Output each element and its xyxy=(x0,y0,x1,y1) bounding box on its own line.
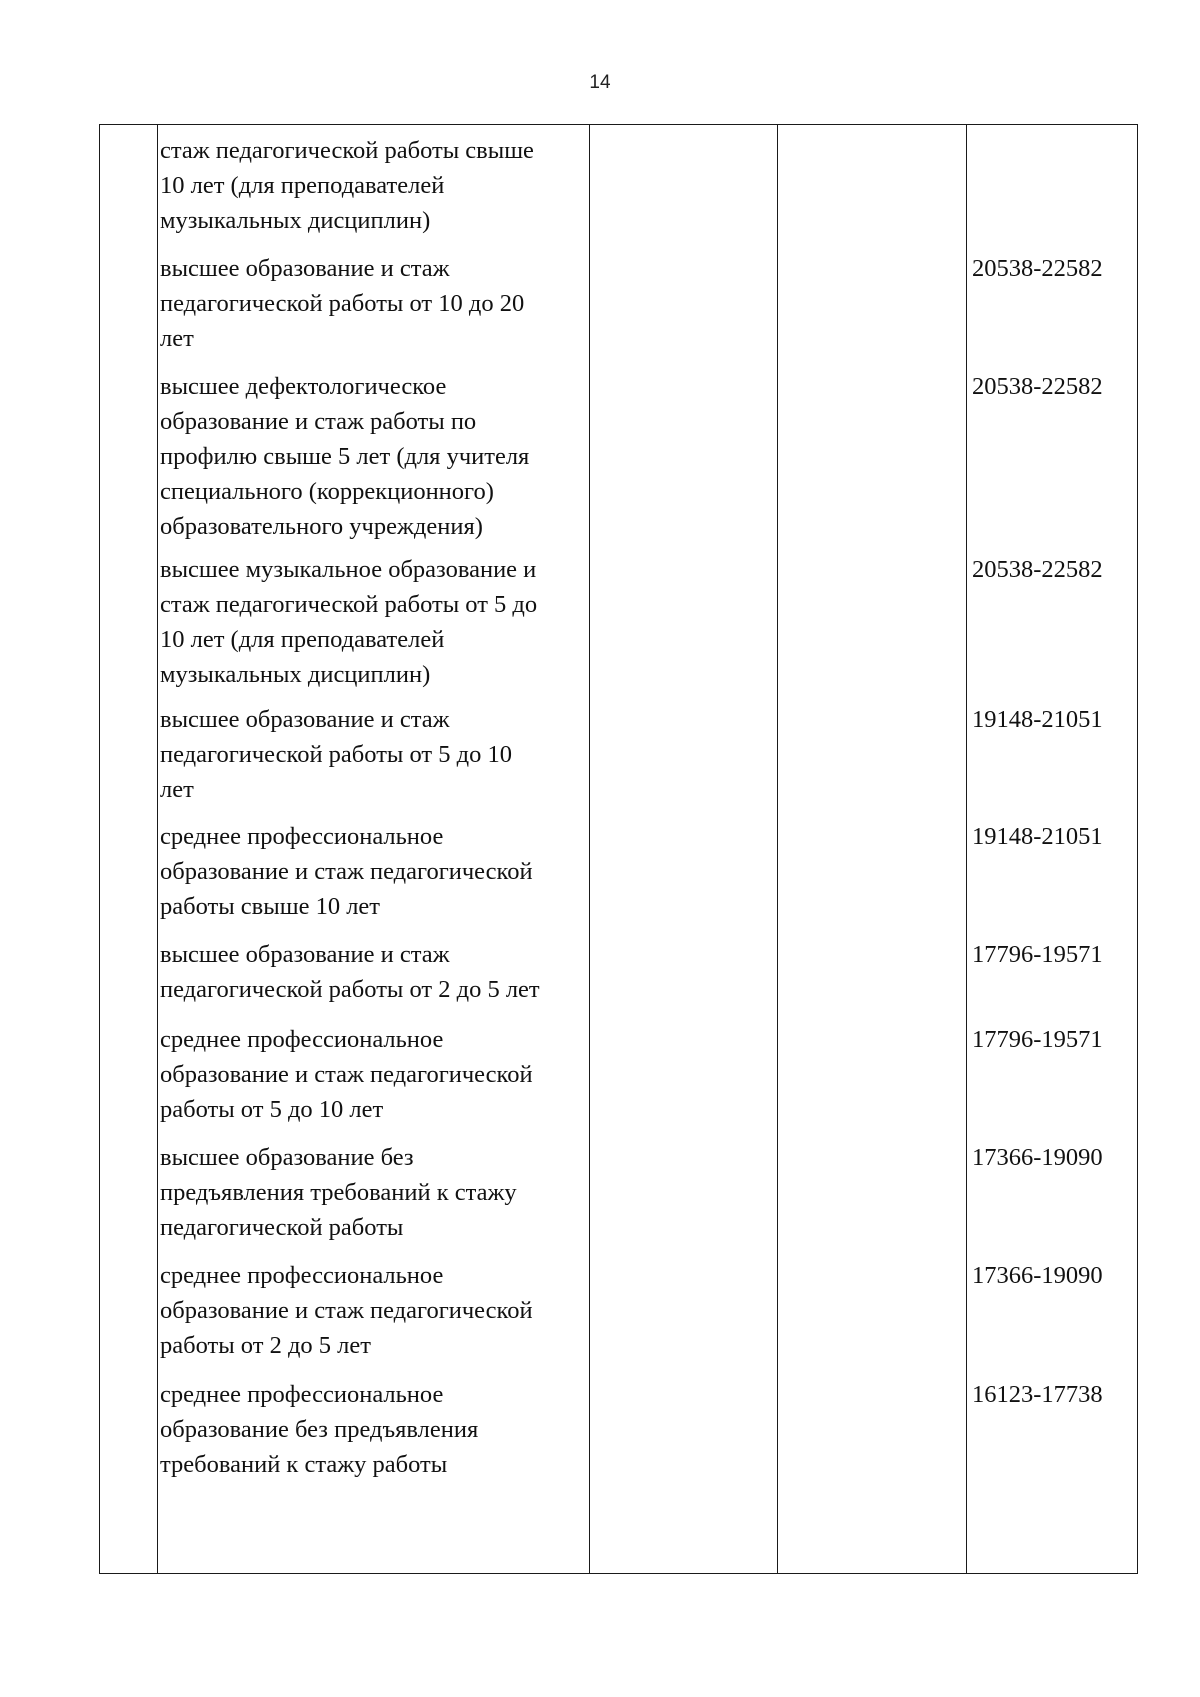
requirement-line: среднее профессиональное xyxy=(160,823,444,850)
requirement-line: работы от 2 до 5 лет xyxy=(160,1332,371,1359)
salary-range-cell: 16123-17738 xyxy=(972,1381,1103,1408)
salary-range-cell: 20538-22582 xyxy=(972,255,1103,282)
salary-range-cell: 17796-19571 xyxy=(972,1026,1103,1053)
requirement-line: профилю свыше 5 лет (для учителя xyxy=(160,443,530,470)
requirement-line: среднее профессиональное xyxy=(160,1381,444,1408)
requirement-cell xyxy=(160,1377,580,1482)
salary-range-cell: 20538-22582 xyxy=(972,556,1103,583)
column-divider xyxy=(777,125,778,1573)
column-divider xyxy=(589,125,590,1573)
requirement-line: высшее образование и стаж xyxy=(160,255,450,282)
salary-range-cell: 20538-22582 xyxy=(972,373,1103,400)
requirement-cell xyxy=(160,1258,580,1363)
requirement-line: педагогической работы xyxy=(160,1214,404,1241)
column-divider xyxy=(966,125,967,1573)
requirement-cell xyxy=(160,552,580,692)
requirement-line: работы свыше 10 лет xyxy=(160,893,381,920)
requirement-cell xyxy=(160,819,580,924)
column-divider xyxy=(157,125,158,1573)
requirement-line: образование и стаж педагогической xyxy=(160,1061,533,1088)
requirement-line: требований к стажу работы xyxy=(160,1451,448,1478)
requirement-line: педагогической работы от 2 до 5 лет xyxy=(160,976,540,1003)
requirement-line: лет xyxy=(160,325,194,352)
requirement-line: образование и стаж педагогической xyxy=(160,1297,533,1324)
requirement-cell xyxy=(160,937,580,1007)
requirement-cell xyxy=(160,251,580,356)
requirement-cell xyxy=(160,133,580,238)
requirement-line: музыкальных дисциплин) xyxy=(160,661,431,688)
requirement-cell xyxy=(160,1140,580,1245)
requirement-line: педагогической работы от 10 до 20 xyxy=(160,290,525,317)
requirement-line: предъявления требований к стажу xyxy=(160,1179,517,1206)
salary-range-cell: 17366-19090 xyxy=(972,1144,1103,1171)
requirement-line: образовательного учреждения) xyxy=(160,513,483,540)
requirement-line: 10 лет (для преподавателей xyxy=(160,626,445,653)
requirement-line: стаж педагогической работы свыше xyxy=(160,137,534,164)
requirement-line: образование без предъявления xyxy=(160,1416,479,1443)
requirement-line: высшее образование и стаж xyxy=(160,706,450,733)
requirement-cell xyxy=(160,702,580,807)
requirement-line: специального (коррекционного) xyxy=(160,478,494,505)
requirement-line: высшее музыкальное образование и xyxy=(160,556,537,583)
requirement-line: образование и стаж педагогической xyxy=(160,858,533,885)
salary-range-cell: 19148-21051 xyxy=(972,823,1103,850)
salary-table xyxy=(99,124,1138,1574)
requirement-line: образование и стаж работы по xyxy=(160,408,477,435)
requirement-line: высшее образование и стаж xyxy=(160,941,450,968)
requirement-line: стаж педагогической работы от 5 до xyxy=(160,591,538,618)
requirement-line: высшее образование без xyxy=(160,1144,414,1171)
page-number: 14 xyxy=(589,72,611,93)
salary-range-cell: 19148-21051 xyxy=(972,706,1103,733)
requirement-line: лет xyxy=(160,776,194,803)
requirement-line: 10 лет (для преподавателей xyxy=(160,172,445,199)
requirement-line: высшее дефектологическое xyxy=(160,373,447,400)
requirement-line: музыкальных дисциплин) xyxy=(160,207,431,234)
requirement-line: среднее профессиональное xyxy=(160,1262,444,1289)
salary-range-cell: 17796-19571 xyxy=(972,941,1103,968)
salary-range-cell: 17366-19090 xyxy=(972,1262,1103,1289)
requirement-cell xyxy=(160,1022,580,1127)
requirement-line: среднее профессиональное xyxy=(160,1026,444,1053)
requirement-cell xyxy=(160,369,580,544)
requirement-line: педагогической работы от 5 до 10 xyxy=(160,741,512,768)
requirement-line: работы от 5 до 10 лет xyxy=(160,1096,384,1123)
